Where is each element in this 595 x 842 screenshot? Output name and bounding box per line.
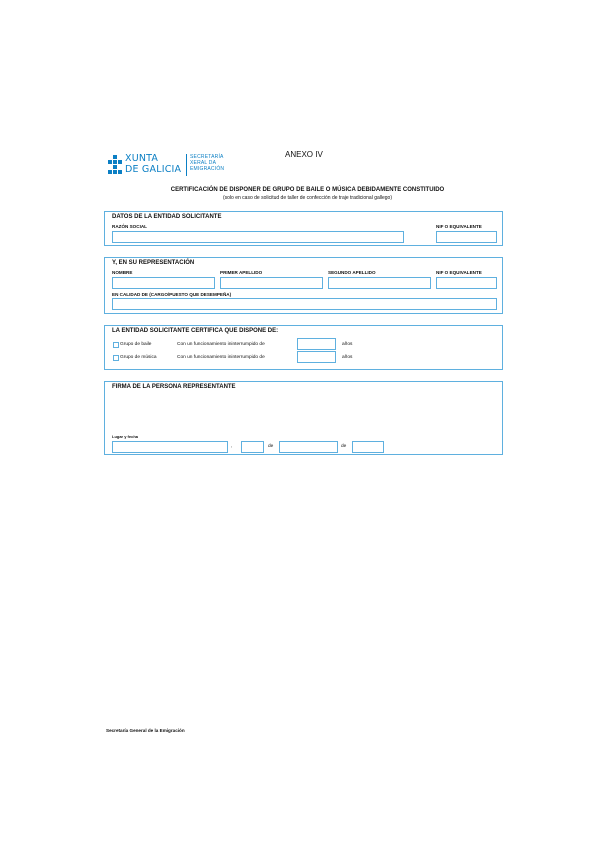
logo-separator [186, 154, 187, 176]
entity-section-title: DATOS DE LA ENTIDAD SOLICITANTE [112, 214, 222, 220]
cargo-label: EN CALIDAD DE (CARGO/PUESTO QUE DESEMPEÑA) [112, 292, 232, 297]
grupo-baile-checkbox[interactable] [113, 342, 119, 348]
month-field[interactable] [279, 441, 338, 453]
footer-text: Secretaría General de la Emigración [106, 728, 185, 733]
logo-line2: DE GALICIA [125, 164, 182, 175]
entity-nif-label: NIF O EQUIVALENTE [436, 224, 482, 229]
document-title: CERTIFICACIÓN DE DISPONER DE GRUPO DE BAILE O MÚSICA DEBIDAMENTE CONSTITUIDO [170, 187, 445, 193]
document-subtitle: (solo en caso de solicitud de taller de confección de traje tradicional gallego) [223, 195, 392, 201]
grupo-baile-text: Con un funcionamiento ininterrumpido de [177, 342, 265, 347]
xunta-logo [107, 153, 227, 177]
de-label-1: de [268, 444, 274, 449]
certifies-section-title: LA ENTIDAD SOLICITANTE CERTIFICA QUE DISPONE DE: [112, 328, 279, 334]
entity-nif-field[interactable] [436, 231, 497, 243]
place-field[interactable] [112, 441, 228, 453]
grupo-baile-unit: años [342, 342, 353, 347]
segundo-apellido-label: SEGUNDO APELLIDO [328, 270, 376, 275]
comma-separator: , [231, 444, 233, 449]
logo-sub1: SECRETARÍA [190, 154, 224, 160]
representative-section [104, 257, 503, 314]
primer-apellido-label: PRIMER APELLIDO [220, 270, 263, 275]
nombre-label: NOMBRE [112, 270, 133, 275]
place-date-label: Lugar y fecha [112, 434, 139, 439]
grupo-musica-label: Grupo de música [120, 355, 157, 360]
razon-social-label: RAZÓN SOCIAL [112, 224, 147, 229]
razon-social-field[interactable] [112, 231, 404, 243]
signature-section [104, 381, 503, 455]
grupo-musica-unit: años [342, 355, 353, 360]
entity-section [104, 211, 503, 246]
logo-line1: XUNTA [125, 153, 159, 164]
certifies-section [104, 325, 503, 370]
logo-sub3: EMIGRACIÓN [190, 166, 225, 172]
cargo-field[interactable] [112, 298, 497, 310]
representative-nif-label: NIF O EQUIVALENTE [436, 270, 482, 275]
representative-nif-field[interactable] [436, 277, 497, 289]
annex-label: ANEXO IV [285, 150, 323, 159]
logo-text [125, 153, 181, 175]
primer-apellido-field[interactable] [220, 277, 323, 289]
xunta-emblem-icon [107, 155, 123, 175]
segundo-apellido-field[interactable] [328, 277, 431, 289]
grupo-musica-checkbox[interactable] [113, 355, 119, 361]
grupo-musica-years-field[interactable] [297, 351, 336, 363]
year-field[interactable] [352, 441, 384, 453]
de-label-2: de [341, 444, 347, 449]
logo-sub2: XERAL DA [190, 160, 217, 166]
grupo-baile-years-field[interactable] [297, 338, 336, 350]
logo-subtext [190, 154, 224, 172]
grupo-musica-text: Con un funcionamiento ininterrumpido de [177, 355, 265, 360]
day-field[interactable] [241, 441, 264, 453]
representative-section-title: Y, EN SU REPRESENTACIÓN [112, 260, 195, 266]
nombre-field[interactable] [112, 277, 215, 289]
grupo-baile-label: Grupo de baile [120, 342, 152, 347]
signature-section-title: FIRMA DE LA PERSONA REPRESENTANTE [112, 384, 236, 390]
